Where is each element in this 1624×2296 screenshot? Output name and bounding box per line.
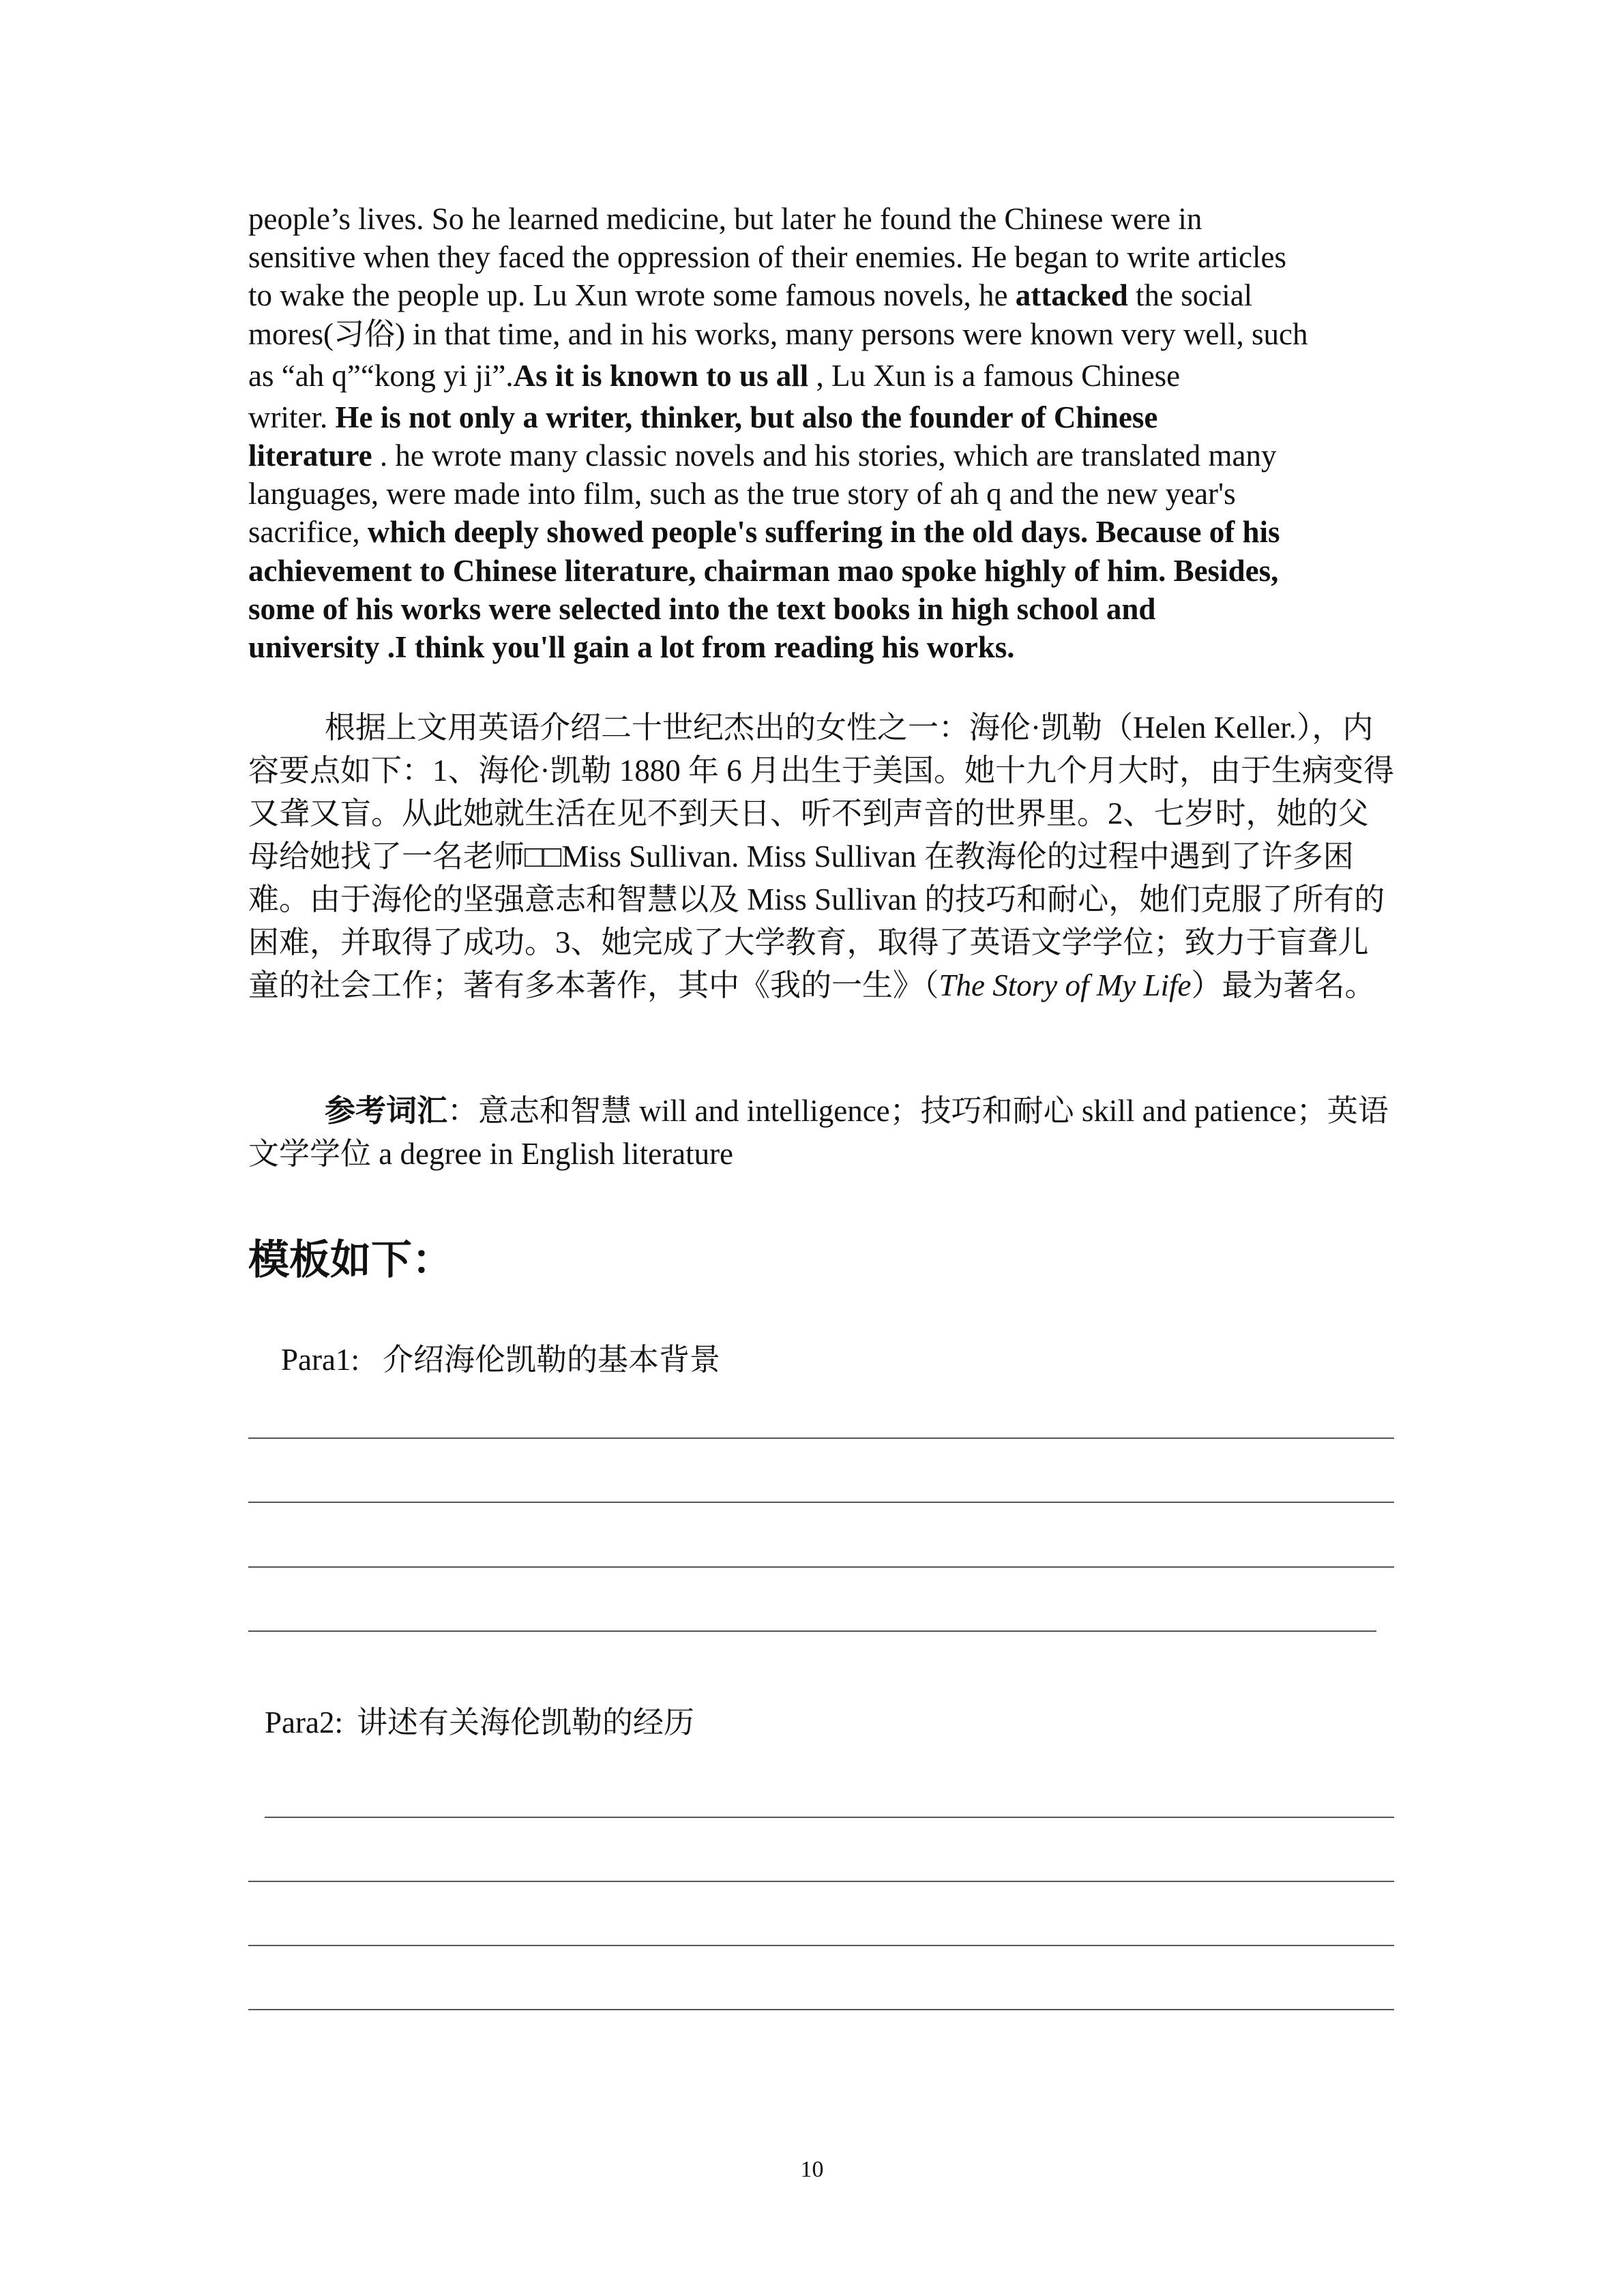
- passage-line: as “ah q”“kong yi ji”.As it is known to us all , Lu Xun is a famous Chinese: [248, 358, 1181, 393]
- reading-passage: [248, 200, 1394, 666]
- passage-line: writer. He is not only a writer, thinker, but also the founder of Chinese: [248, 400, 1158, 434]
- bold-phrase: attacked: [1015, 278, 1128, 313]
- passage-line: [248, 590, 1394, 628]
- para1-answer-line[interactable]: [248, 1630, 1376, 1632]
- passage-line: mores(习俗) in that time, and in his works, many persons were known very well, such: [248, 316, 1308, 351]
- passage-line: [248, 628, 1394, 666]
- para1-answer-line[interactable]: [248, 1502, 1394, 1503]
- bold-phrase: some of his works were selected into the text books in high school and: [248, 591, 1156, 626]
- passage-line: sensitive when they faced the oppression of their enemies. He began to write articles: [248, 240, 1286, 275]
- para1-answer-line[interactable]: [248, 1437, 1394, 1439]
- writing-task: [248, 706, 1394, 1007]
- para2-answer-line[interactable]: [265, 1817, 1394, 1818]
- vocab-paragraph: 参考词汇：意志和智慧 will and intelligence；技巧和耐心 skill and patience；英语文学学位 a degree in English literature: [248, 1094, 1389, 1171]
- para2-answer-line[interactable]: [248, 1945, 1394, 1946]
- book-title: The Story of My Life: [939, 968, 1192, 1002]
- bold-phrase: which deeply showed people's suffering in the old days. Because of his: [367, 515, 1280, 550]
- vocab-label: 参考词汇: [325, 1094, 448, 1128]
- para2-hint: 讲述有关海伦凯勒的经历: [356, 1705, 694, 1740]
- para2-answer-line[interactable]: [248, 1881, 1394, 1882]
- bold-phrase: He is not only a writer, thinker, but also the founder of Chinese: [335, 400, 1158, 434]
- passage-line: languages, were made into film, such as the true story of ah q and the new year's: [248, 477, 1236, 511]
- bold-phrase: university .I think you'll gain a lot from reading his works.: [248, 630, 1015, 665]
- page-number: 10: [800, 2157, 824, 2182]
- bold-phrase: As it is known to us all: [513, 358, 809, 393]
- template-heading: 模板如下：: [248, 1236, 453, 1284]
- para2-label: Para2: 讲述有关海伦凯勒的经历: [265, 1705, 694, 1740]
- passage-line: to wake the people up. Lu Xun wrote some famous novels, he attacked the social: [248, 278, 1253, 313]
- bold-phrase: literature: [248, 438, 372, 473]
- passage-line: sacrifice, which deeply showed people's suffering in the old days. Because of his: [248, 515, 1280, 550]
- para2-answer-line[interactable]: [248, 2009, 1394, 2010]
- reference-vocabulary: [248, 1090, 1394, 1176]
- para1-hint: 介绍海伦凯勒的基本背景: [382, 1343, 720, 1377]
- para1-label: Para1: 介绍海伦凯勒的基本背景: [281, 1343, 720, 1377]
- bold-phrase: achievement to Chinese literature, chairman mao spoke highly of him. Besides,: [248, 553, 1279, 588]
- passage-line: [248, 552, 1394, 590]
- para1-answer-line[interactable]: [248, 1566, 1394, 1568]
- passage-line: people’s lives. So he learned medicine, but later he found the Chinese were in: [248, 202, 1202, 236]
- passage-line: literature . he wrote many classic novels and his stories, which are translated many: [248, 438, 1277, 473]
- task-paragraph: 根据上文用英语介绍二十世纪杰出的女性之一：海伦·凯勒（Helen Keller.），内容要点如下：1、海伦·凯勒 1880 年 6 月出生于美国。她十九个月大时，由于生病变得又聋又盲。从此她就生活在见不到天日、听不到声音的世界里。2、七岁时，她的父母给她找了一名老师□□Miss Sullivan. Miss Sullivan 在教海伦的过程中遇到了许多困难。由于海伦的坚强意志和智慧以及 Miss Sullivan 的技巧和耐心，她们克服了所有的困难，并取得了成功。3、她完成了大学教育，取得了英语文学学位；致力于盲聋儿童的社会工作；著有多本著作，其中《我的一生》（The Story of My Life）最为著名。: [248, 711, 1394, 1002]
